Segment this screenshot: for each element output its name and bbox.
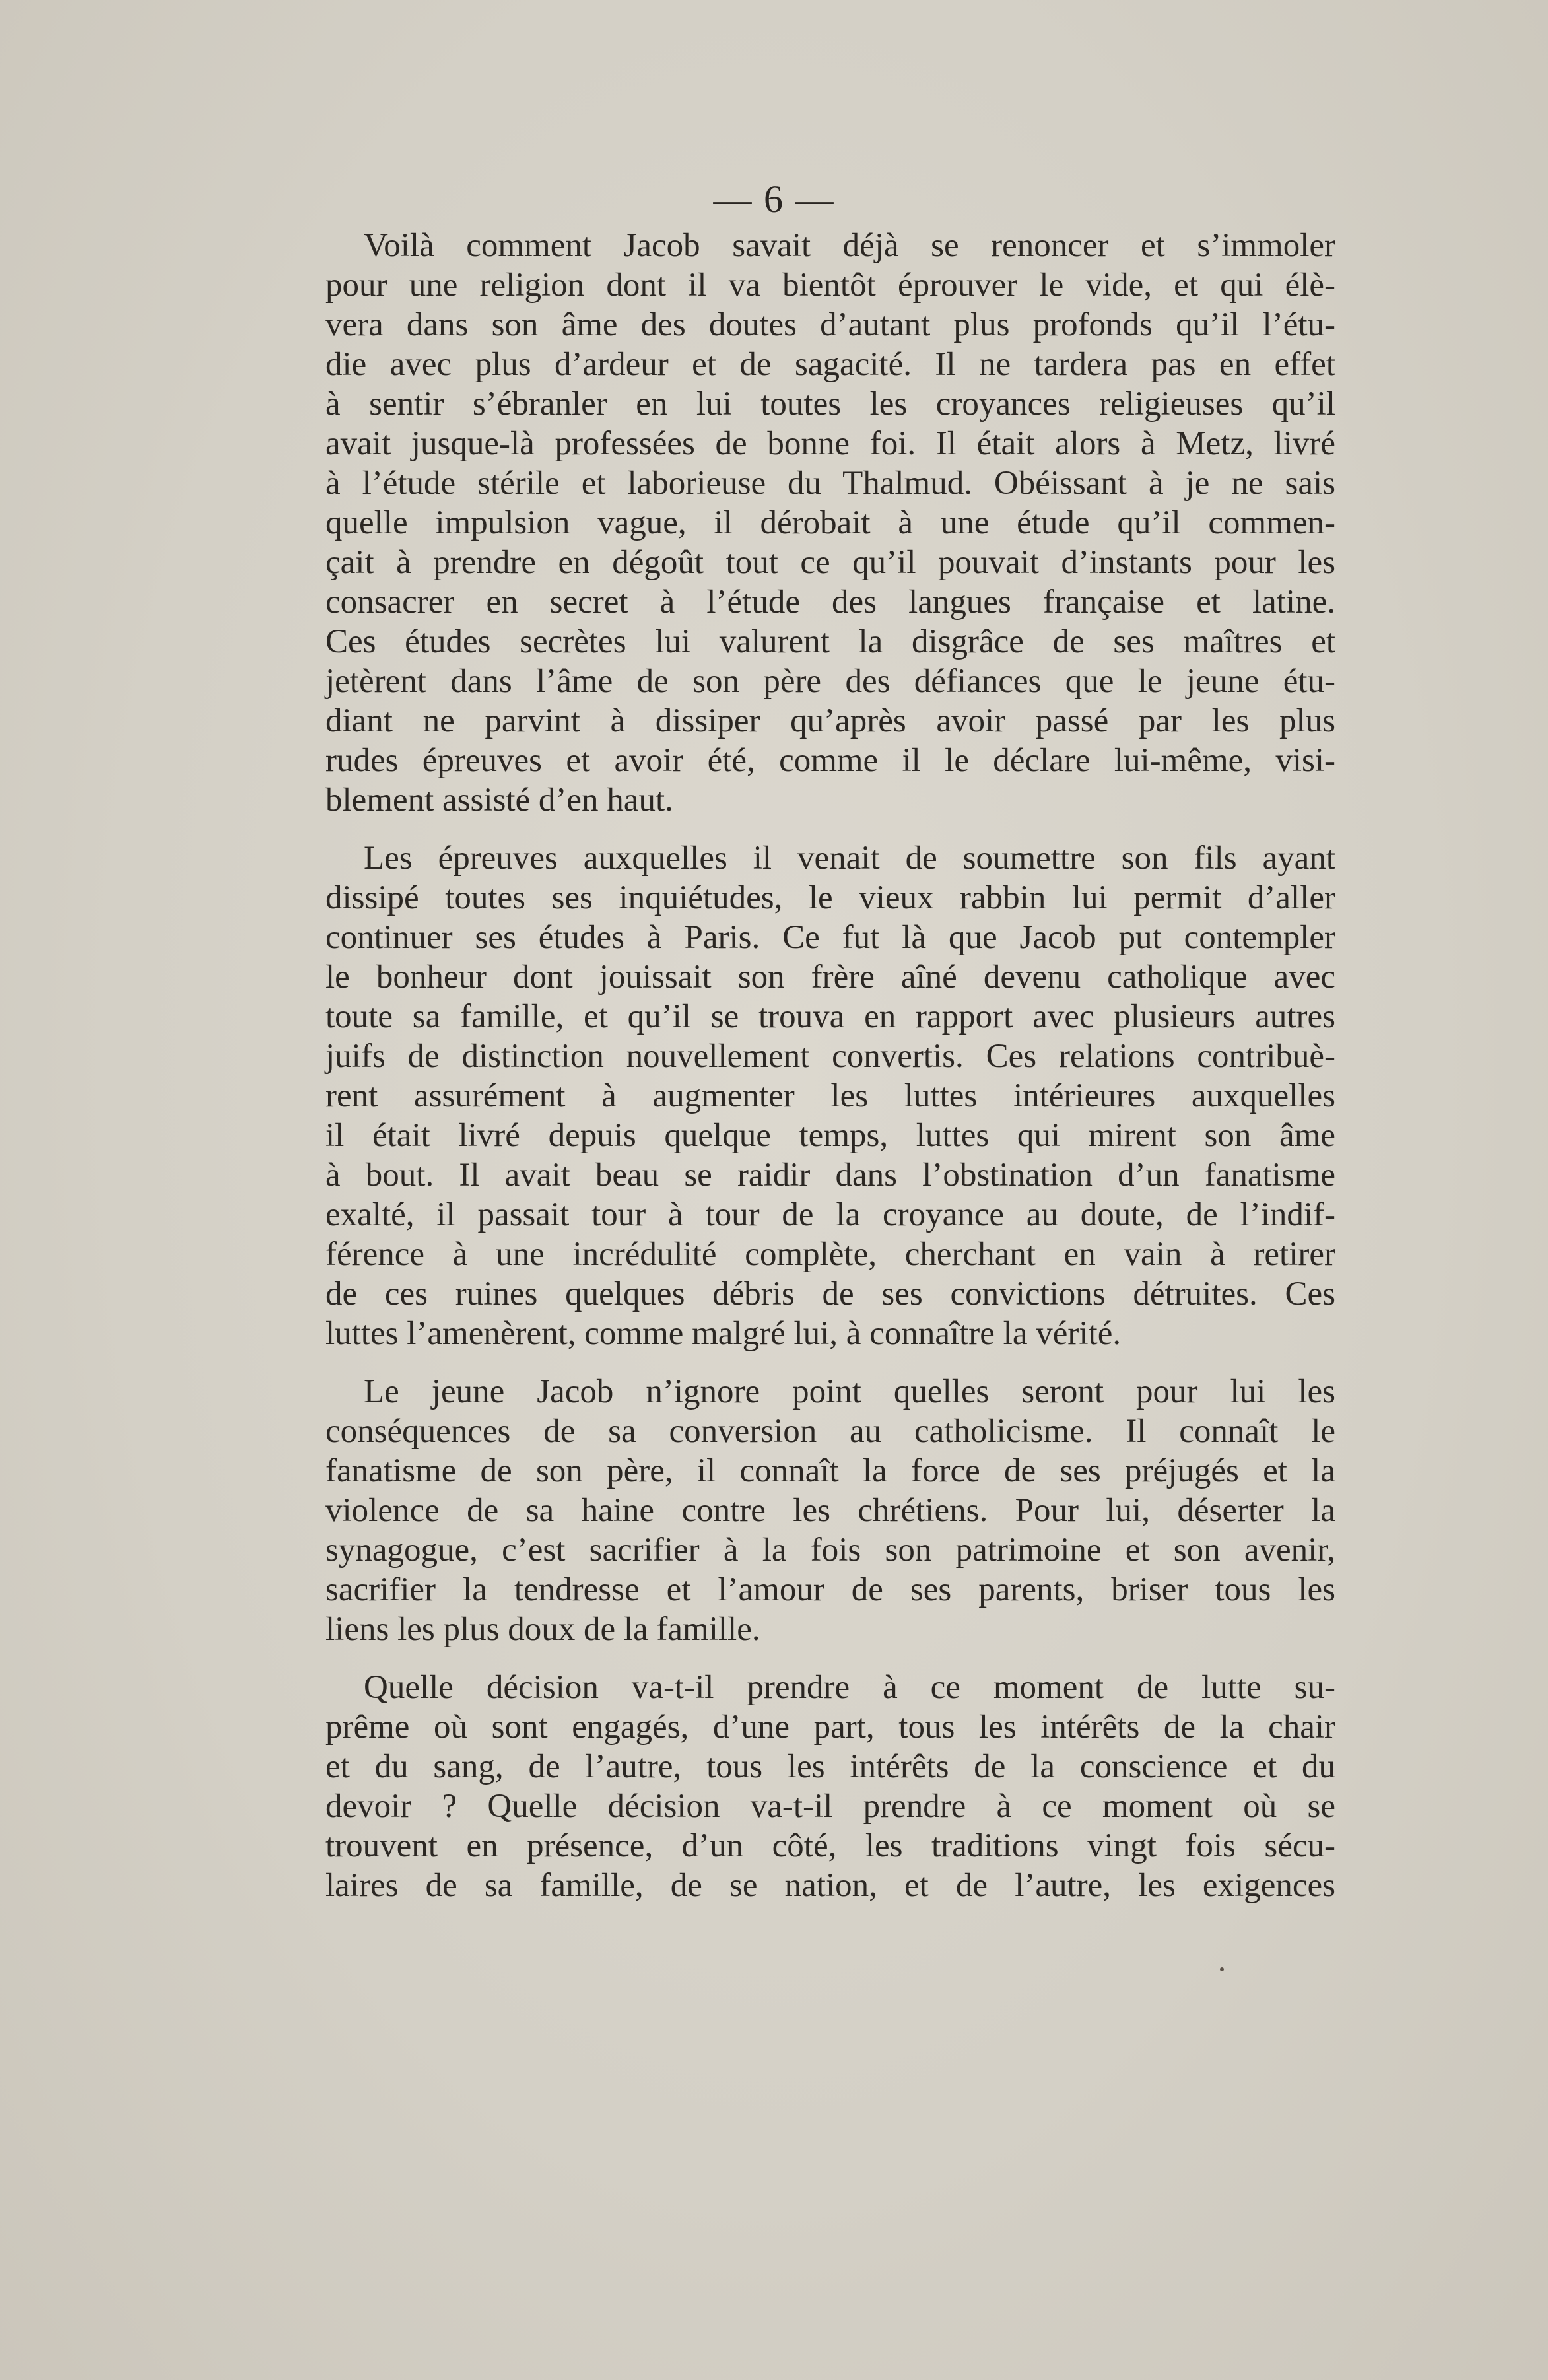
text-line: avait jusque-là professées de bonne foi. Il était alors à Metz, livré — [325, 425, 1335, 462]
text-line: juifs de distinction nouvellement convertis. Ces relations contribuè- — [325, 1038, 1335, 1075]
text-line: luttes l’amenèrent, comme malgré lui, à connaître la vérité. — [325, 1315, 1122, 1352]
text-line: rudes épreuves et avoir été, comme il le déclare lui-même, visi- — [325, 742, 1335, 779]
text-line: jetèrent dans l’âme de son père des défiances que le jeune étu- — [325, 663, 1335, 700]
text-line: vera dans son âme des doutes d’autant plus profonds qu’il l’étu- — [325, 306, 1335, 343]
text-line: blement assisté d’en haut. — [325, 782, 673, 819]
text-line: le bonheur dont jouissait son frère aîné devenu catholique avec — [325, 959, 1335, 996]
text-line: et du sang, de l’autre, tous les intérêts de la conscience et du — [325, 1748, 1335, 1785]
text-line: Le jeune Jacob n’ignore point quelles seront pour lui les — [364, 1373, 1335, 1410]
text-line: devoir ? Quelle décision va-t-il prendre à ce moment où se — [325, 1788, 1335, 1825]
text-line: consacrer en secret à l’étude des langues française et latine. — [325, 584, 1335, 621]
text-line: die avec plus d’ardeur et de sagacité. Il ne tardera pas en effet — [325, 346, 1335, 383]
text-line: fanatisme de son père, il connaît la force de ses préjugés et la — [325, 1452, 1335, 1489]
text-line: violence de sa haine contre les chrétiens. Pour lui, déserter la — [325, 1492, 1335, 1529]
text-line: quelle impulsion vague, il dérobait à une étude qu’il commen- — [325, 504, 1335, 541]
text-line: à bout. Il avait beau se raidir dans l’obstination d’un fanatisme — [325, 1157, 1335, 1194]
text-line: conséquences de sa conversion au catholicisme. Il connaît le — [325, 1413, 1335, 1450]
paragraph-4 — [325, 1668, 1335, 1905]
text-line: il était livré depuis quelque temps, luttes qui mirent son âme — [325, 1117, 1335, 1154]
text-line: continuer ses études à Paris. Ce fut là que Jacob put contempler — [325, 919, 1335, 956]
text-line: férence à une incrédulité complète, cherchant en vain à retirer — [325, 1236, 1335, 1273]
text-line: trouvent en présence, d’un côté, les traditions vingt fois sécu- — [325, 1827, 1335, 1864]
text-line: liens les plus doux de la famille. — [325, 1611, 760, 1648]
text-line: diant ne parvint à dissiper qu’après avoir passé par les plus — [325, 702, 1335, 739]
paragraph-1 — [325, 226, 1335, 820]
text-line: rent assurément à augmenter les luttes intérieures auxquelles — [325, 1077, 1335, 1114]
text-line: synagogue, c’est sacrifier à la fois son patrimoine et son avenir, — [325, 1532, 1335, 1569]
text-line: Les épreuves auxquelles il venait de soumettre son fils ayant — [364, 840, 1335, 877]
text-line: Quelle décision va-t-il prendre à ce moment de lutte su- — [364, 1669, 1335, 1706]
text-line: pour une religion dont il va bientôt éprouver le vide, et qui élè- — [325, 267, 1335, 304]
text-line: à sentir s’ébranler en lui toutes les croyances religieuses qu’il — [325, 386, 1335, 423]
text-line: laires de sa famille, de se nation, et de l’autre, les exigences — [325, 1867, 1335, 1904]
paragraph-2 — [325, 838, 1335, 1353]
text-line: de ces ruines quelques débris de ses convictions détruites. Ces — [325, 1275, 1335, 1312]
text-line: exalté, il passait tour à tour de la croyance au doute, de l’indif- — [325, 1196, 1335, 1233]
text-line: dissipé toutes ses inquiétudes, le vieux rabbin lui permit d’aller — [325, 879, 1335, 916]
body-text — [325, 226, 1335, 1924]
text-line: Voilà comment Jacob savait déjà se renoncer et s’immoler — [364, 227, 1335, 264]
text-line: toute sa famille, et qu’il se trouva en rapport avec plusieurs autres — [325, 998, 1335, 1035]
text-line: prême où sont engagés, d’une part, tous les intérêts de la chair — [325, 1709, 1335, 1746]
paper-speck — [1220, 1967, 1224, 1971]
page-number: — 6 — — [713, 178, 835, 221]
text-line: çait à prendre en dégoût tout ce qu’il pouvait d’instants pour les — [325, 544, 1335, 581]
paragraph-3 — [325, 1372, 1335, 1649]
text-line: Ces études secrètes lui valurent la disgrâce de ses maîtres et — [325, 623, 1335, 660]
text-line: sacrifier la tendresse et l’amour de ses parents, briser tous les — [325, 1571, 1335, 1608]
text-line: à l’étude stérile et laborieuse du Thalmud. Obéissant à je ne sais — [325, 465, 1335, 502]
